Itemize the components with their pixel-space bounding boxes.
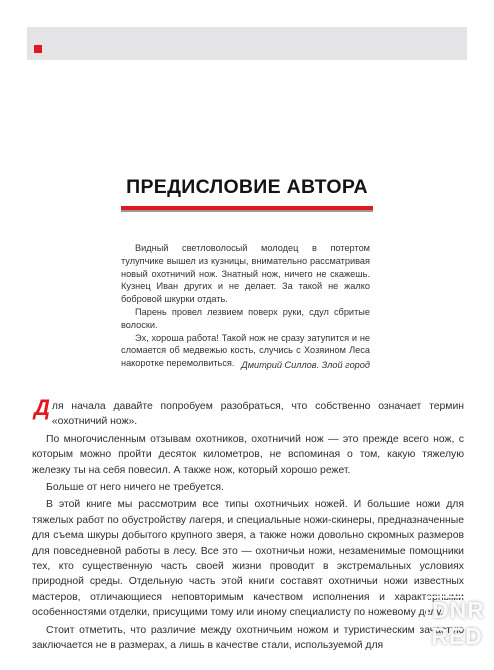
drop-cap: Д (34, 395, 50, 420)
epigraph-paragraph: Парень провел лезвием поверх руки, сдул сбритые волоски. (121, 306, 370, 330)
body-paragraph (32, 395, 464, 430)
body-paragraph: В этой книге мы рассмотрим все типы охотничьих ножей. И большие ножи для тяжелых работ по обустройству лагеря, и специальные ножи-скинеры, предназначенные для съема шкуры добытого крупного зверя, а также ножи довольно скромных размеров для повседневной работы в лесу. Все это — охотничьи ножи, незаменимые помощники тех, кто существенную часть своей жизни проводит в экстремальных условиях природной среды. Отдельную часть этой книги составят охотничьи ножи известных мастеров, отличающиеся неповторимым качеством исполнения и характерными особенностями отделки, присущими тому или иному специалисту по ножевому делу. (32, 499, 464, 619)
epigraph-attribution: Дмитрий Силлов. Злой город (241, 360, 370, 370)
body-paragraph: Больше от него ничего не требуется. (46, 482, 224, 494)
epigraph (121, 242, 370, 370)
watermark-line: RED (431, 623, 483, 649)
epigraph-paragraph: Видный светловолосый молодец в потертом тулупчике вышел из кузницы, внимательно рассматривая новый охотничий нож. Знатный нож, ничего не скажешь. Кузнец Иван других и не делает. За такой не жалко бобровой шкурки отдать. (121, 243, 370, 305)
header-marker-square (34, 45, 42, 53)
page-title: ПРЕДИСЛОВИЕ АВТОРА (126, 176, 368, 198)
header-band (27, 27, 467, 60)
title-underline-grey (121, 210, 373, 212)
body-paragraph: По многочисленным отзывам охотников, охотничий нож — это прежде всего нож, с которым можно пройти десяток километров, не вспоминая о том, какую тяжелую железку ты на себя повесил. А также нож, который хорошо режет. (32, 433, 464, 476)
watermark-logo (426, 594, 488, 666)
watermark-line: DNR (426, 596, 491, 624)
body-paragraph-text: ля начала давайте попробуем разобраться, что собственно означает термин «охотничий нож». (51, 401, 464, 428)
body-text (32, 395, 464, 656)
epigraph-paragraph: Эх, хороша работа! Такой нож не сразу затупится и не сломается об медвежью кость, случись с Хозяином Леса накоротке перемолвиться. (121, 332, 370, 369)
body-paragraph: Стоит отметить, что различие между охотничьим ножом и туристическим зачастую заключается не в размерах, а лишь в качестве стали, используемой для (32, 624, 464, 652)
